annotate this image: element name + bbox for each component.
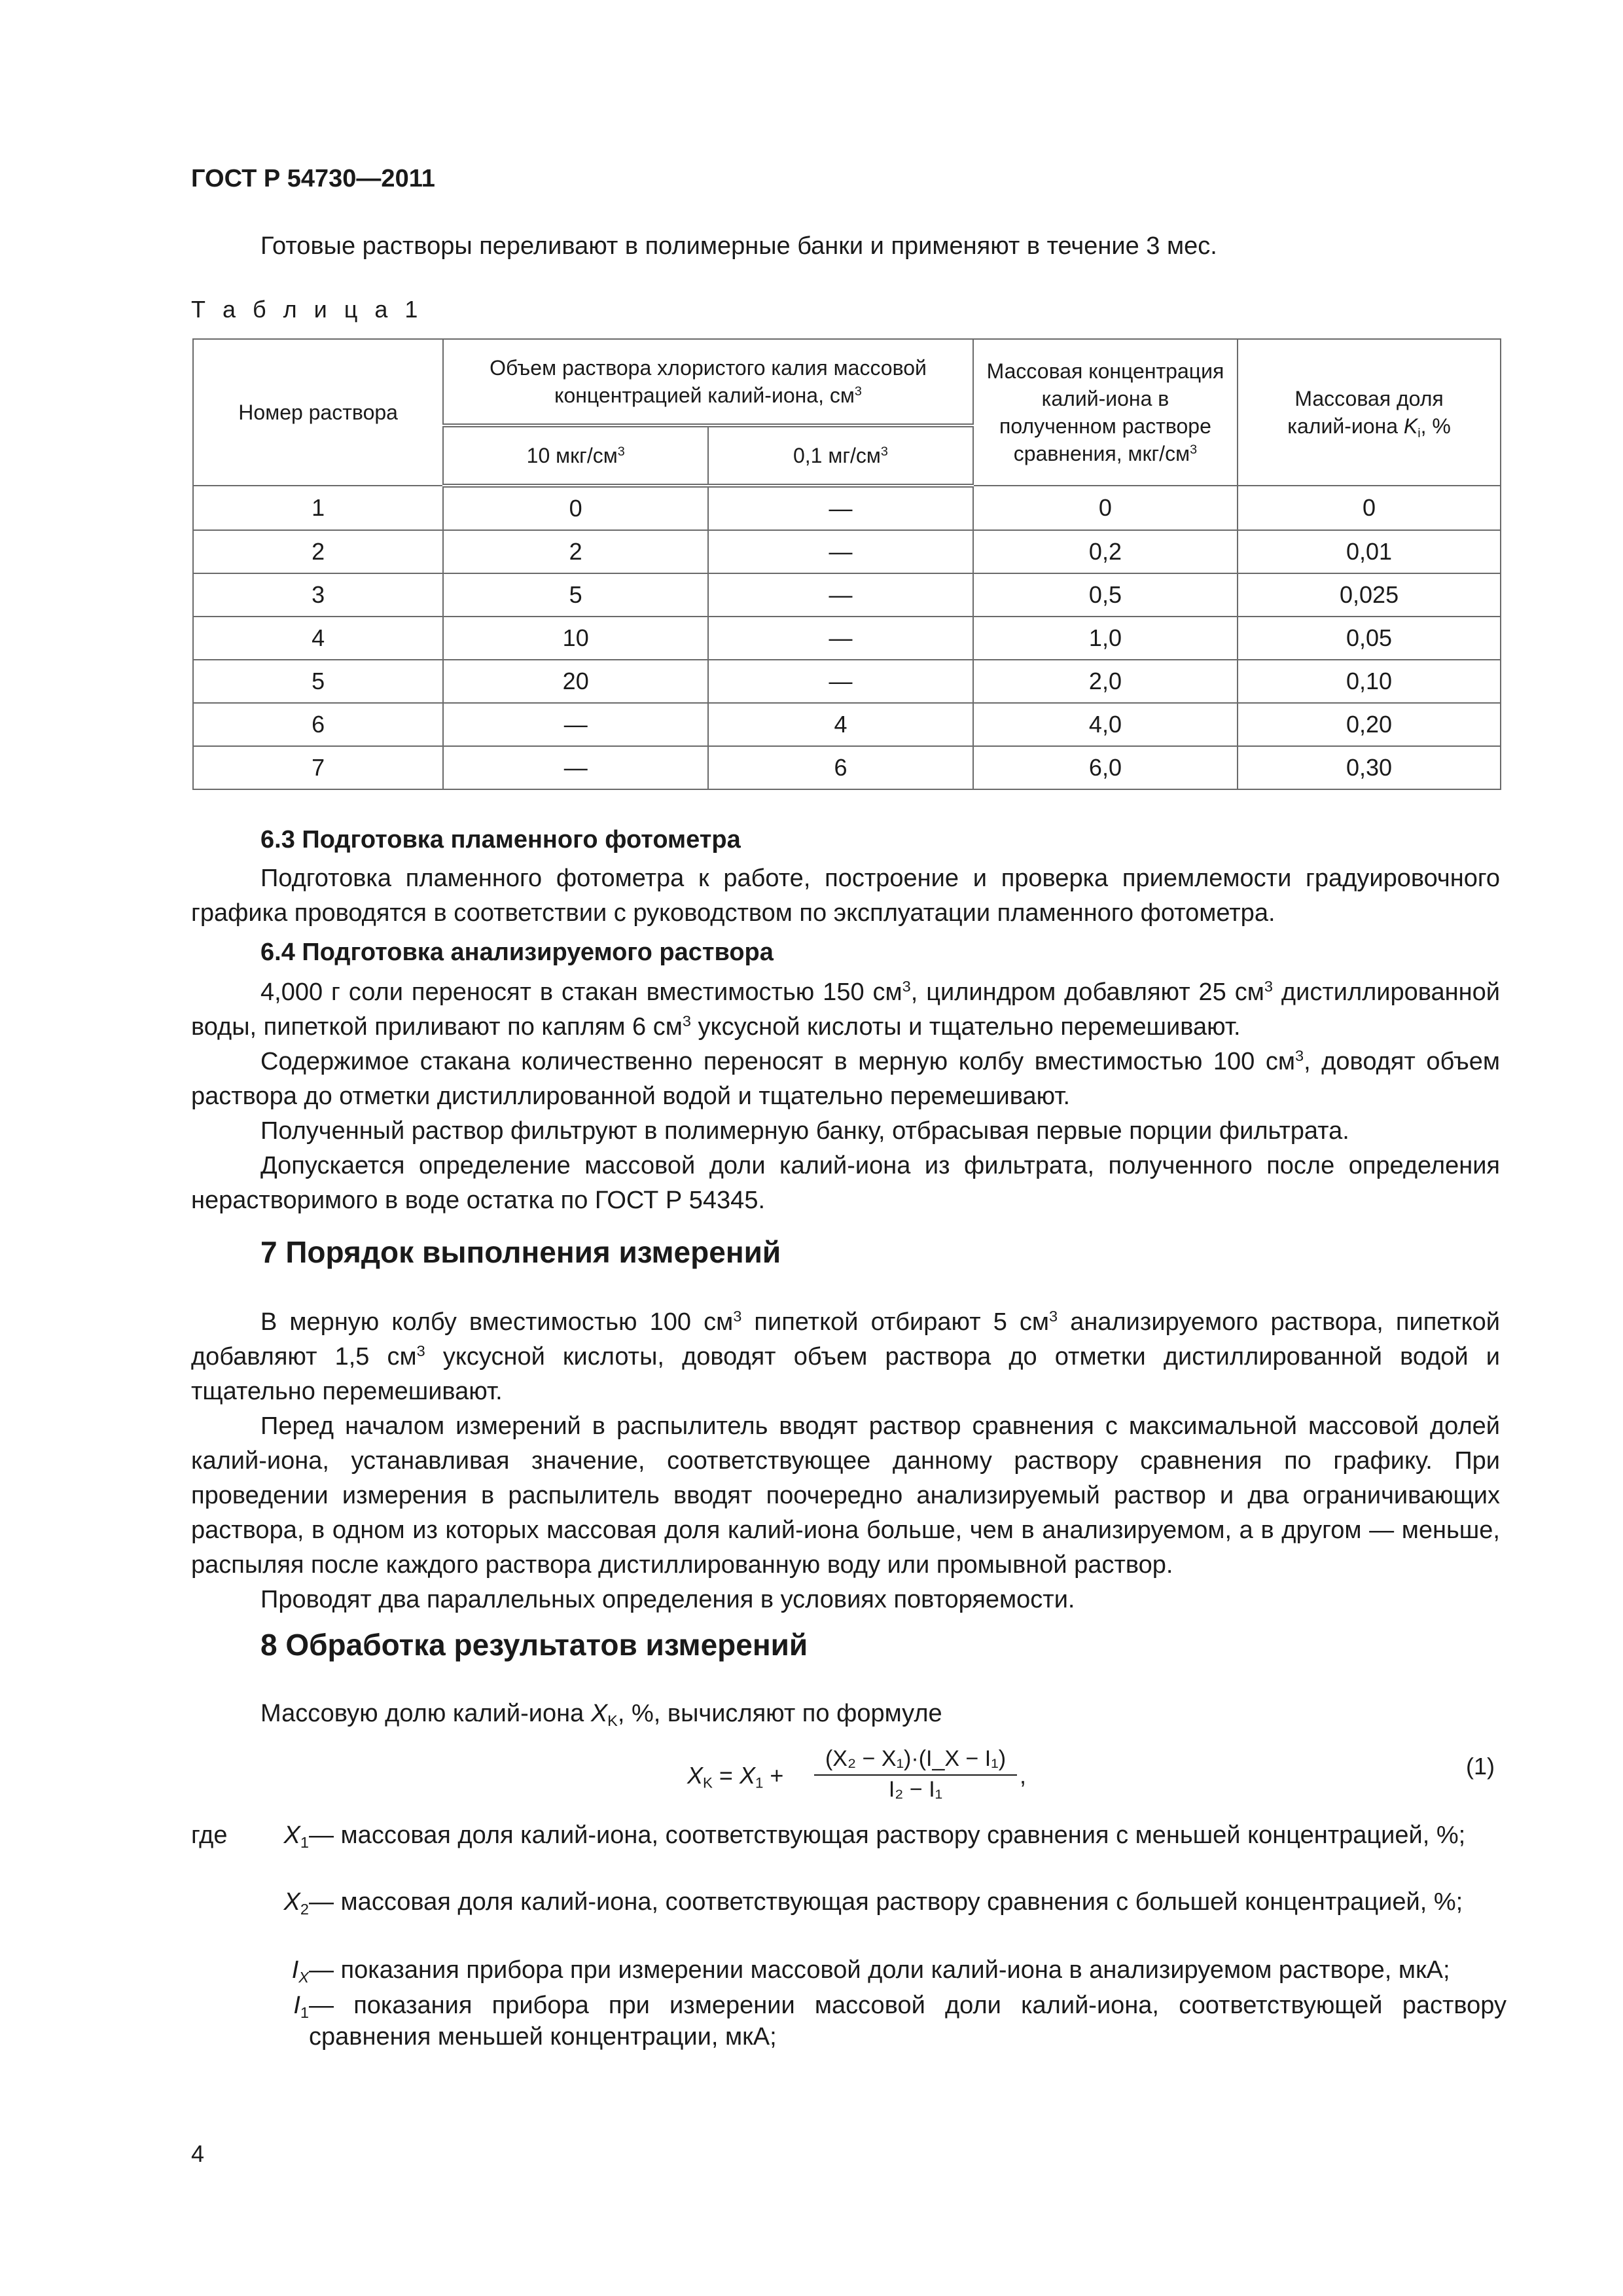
table-row bbox=[193, 486, 1501, 530]
header-01-mg: 0,1 $мг/см^3$ bbox=[708, 425, 973, 486]
table-cell: 1 bbox=[193, 486, 443, 530]
table-cell: 3 bbox=[193, 573, 443, 617]
table-cell: 0,01 bbox=[1238, 530, 1501, 573]
solutions-table bbox=[192, 338, 1501, 790]
section-8-intro: Массовую долю калий-иона $X_K$, %, вычисляют по формуле bbox=[260, 1700, 942, 1730]
table-cell: 20 bbox=[443, 660, 708, 703]
table-cell: 6 bbox=[708, 746, 973, 789]
definition-symbol: $I_X$ bbox=[291, 1956, 309, 1986]
table-header-row bbox=[193, 339, 1501, 425]
header-mass-fraction: Массовая доля калий-иона $K_i$, % bbox=[1238, 339, 1501, 486]
document-code: ГОСТ Р 54730—2011 bbox=[191, 165, 435, 192]
table-row bbox=[193, 530, 1501, 573]
definition-symbol: $I_1$ bbox=[293, 1992, 309, 2022]
table-cell: — bbox=[708, 660, 973, 703]
paragraph: 4,000 г соли переносят в стакан вместимостью 150 $см^3$, цилиндром добавляют 25 $см^3$ дистиллированной воды, пипеткой приливают по каплям 6 $см^3$ уксусной кислоты и тщательно перемешивают. bbox=[191, 978, 1501, 1041]
paragraph: Подготовка пламенного фотометра к работе, построение и проверка приемлемости градуировочного графика проводятся в соответствии с руководством по эксплуатации пламенного фотометра. bbox=[191, 865, 1500, 927]
table-cell: 0,20 bbox=[1238, 703, 1501, 746]
section-7-title: 7 Порядок выполнения измерений bbox=[260, 1235, 781, 1269]
table-cell: 6 bbox=[193, 703, 443, 746]
page-number: 4 bbox=[191, 2140, 205, 2167]
table-cell: 4 bbox=[708, 703, 973, 746]
paragraph: Содержимое стакана количественно переносят в мерную колбу вместимостью 100 $см^3$, доводят объем раствора до отметки дистиллированной водой и тщательно перемешивают. bbox=[191, 1047, 1500, 1110]
header-concentration: Массовая концентрация калий-иона в полученном растворе сравнения, мкг/$см^3$ bbox=[973, 339, 1238, 486]
table-row bbox=[193, 660, 1501, 703]
definition-symbol: $X_2$ bbox=[283, 1888, 309, 1918]
header-volume: Объем раствора хлористого калия массовой концентрацией калий-иона, $см^3$ bbox=[443, 339, 973, 425]
table-row bbox=[193, 573, 1501, 617]
section-6-4-text bbox=[191, 975, 1500, 1218]
definition-text: — показания прибора при измерении массовой доли калий-иона, соответствующей раствору сравнения меньшей концентрации, мкА; bbox=[309, 1992, 1507, 2051]
table-row bbox=[193, 746, 1501, 789]
where-lead: где bbox=[191, 1821, 228, 1849]
table-cell: 1,0 bbox=[973, 617, 1238, 660]
table-row bbox=[193, 617, 1501, 660]
table-cell: 10 bbox=[443, 617, 708, 660]
paragraph: Перед началом измерений в распылитель вводят раствор сравнения с максимальной массовой долей калий-иона, устанавливая значение, соответствующее данному раствору сравнения по графику. При проведении измерения в распылитель вводят поочередно анализируемый раствор и два ограничивающих раствора, в одном из которых массовая доля калий-иона больше, чем в анализируемом, а в другом — меньше, распыляя после каждого раствора дистиллированную воду или промывной раствор. bbox=[191, 1412, 1500, 1579]
table-cell: 0,5 bbox=[973, 573, 1238, 617]
section-7-text bbox=[191, 1305, 1500, 1617]
definition-text: — массовая доля калий-иона, соответствующая раствору сравнения с меньшей концентрацией, %; bbox=[309, 1821, 1466, 1849]
table-cell: — bbox=[708, 486, 973, 530]
formula-lhs: $X_K = X_1$ + bbox=[687, 1762, 784, 1791]
table-cell: 4,0 bbox=[973, 703, 1238, 746]
intro-paragraph: Готовые растворы переливают в полимерные банки и применяют в течение 3 мес. bbox=[260, 232, 1217, 260]
definition-item bbox=[191, 1820, 1507, 1882]
equation-number: (1) bbox=[1466, 1753, 1495, 1780]
table-cell: 7 bbox=[193, 746, 443, 789]
header-solution-number: Номер раствора bbox=[193, 339, 443, 486]
table-cell: 0,30 bbox=[1238, 746, 1501, 789]
table-cell: — bbox=[708, 617, 973, 660]
section-6-3-text bbox=[191, 861, 1500, 931]
table-cell: 4 bbox=[193, 617, 443, 660]
definition-text: — массовая доля калий-иона, соответствующая раствору сравнения с большей концентрацией, %; bbox=[309, 1888, 1463, 1916]
formula-comma: , bbox=[1020, 1762, 1027, 1789]
definition-item bbox=[191, 1990, 1507, 2053]
section-8-title: 8 Обработка результатов измерений bbox=[260, 1628, 808, 1662]
table-row bbox=[193, 703, 1501, 746]
paragraph: Полученный раствор фильтруют в полимерную банку, отбрасывая первые порции фильтрата. bbox=[260, 1117, 1349, 1145]
paragraph: Проводят два параллельных определения в условиях повторяемости. bbox=[260, 1586, 1075, 1613]
table-cell: — bbox=[708, 573, 973, 617]
table-cell: — bbox=[443, 746, 708, 789]
formula-numerator: (X₂ − X₁)·(I_X − I₁) bbox=[814, 1746, 1017, 1776]
definition-symbol: $X_1$ bbox=[283, 1821, 309, 1852]
header-10-mkg: 10 мкг/$см^3$ bbox=[443, 425, 708, 486]
table-cell: 2 bbox=[443, 530, 708, 573]
table-cell: 0,05 bbox=[1238, 617, 1501, 660]
table-cell: 0 bbox=[973, 486, 1238, 530]
table-cell: 0,2 bbox=[973, 530, 1238, 573]
table-cell: 0,10 bbox=[1238, 660, 1501, 703]
formula-1 bbox=[687, 1746, 1145, 1818]
table-caption: Т а б л и ц а 1 bbox=[191, 296, 423, 323]
table-cell: 6,0 bbox=[973, 746, 1238, 789]
table-cell: 5 bbox=[193, 660, 443, 703]
section-6-3-title: 6.3 Подготовка пламенного фотометра bbox=[260, 826, 741, 853]
table-cell: 0,025 bbox=[1238, 573, 1501, 617]
formula-fraction bbox=[814, 1746, 1017, 1803]
table-cell: 0 bbox=[1238, 486, 1501, 530]
formula-denominator: I₂ − I₁ bbox=[888, 1777, 943, 1802]
definition-text: — показания прибора при измерении массовой доли калий-иона в анализируемом растворе, мкА; bbox=[309, 1956, 1450, 1984]
paragraph: В мерную колбу вместимостью 100 $см^3$ пипеткой отбирают 5 $см^3$ анализируемого раствора, пипеткой добавляют 1,5 $см^3$ уксусной кислоты, доводят объем раствора до отметки дистиллированной водой и тщательно перемешивают. bbox=[191, 1308, 1500, 1405]
table-cell: 5 bbox=[443, 573, 708, 617]
table-cell: — bbox=[443, 703, 708, 746]
table-cell: 2 bbox=[193, 530, 443, 573]
definition-item bbox=[191, 1954, 1507, 1987]
section-6-4-title: 6.4 Подготовка анализируемого раствора bbox=[260, 939, 774, 966]
table-cell: 0 bbox=[443, 486, 708, 530]
table-cell: 2,0 bbox=[973, 660, 1238, 703]
definition-item bbox=[191, 1886, 1507, 1949]
table-cell: — bbox=[708, 530, 973, 573]
paragraph: Допускается определение массовой доли калий-иона из фильтрата, полученного после определения нерастворимого в воде остатка по ГОСТ Р 54345. bbox=[191, 1152, 1500, 1214]
